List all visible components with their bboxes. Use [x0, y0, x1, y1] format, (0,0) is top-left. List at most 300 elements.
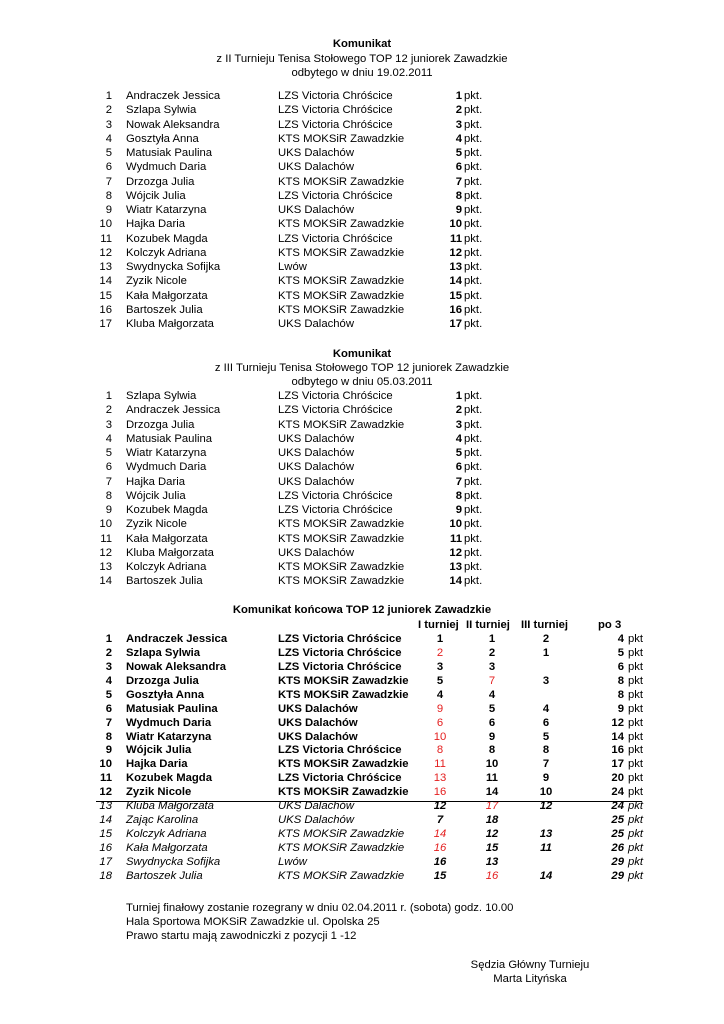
points: 6: [455, 161, 462, 174]
club-name: UKS Dalachów: [278, 730, 358, 743]
note-2: Hala Sportowa MOKSiR Zawadzkie ul. Opolska 25: [126, 916, 380, 928]
club-name: UKS Dalachów: [278, 161, 354, 174]
total-points: 29: [611, 855, 624, 868]
points: 3: [455, 118, 462, 131]
tournament-2-place: 17: [485, 800, 499, 813]
player-name: Szlapa Sylwia: [126, 104, 197, 117]
table-row: [0, 574, 724, 588]
club-name: KTS MOKSiR Zawadzkie: [278, 758, 409, 771]
total-points: 4: [617, 633, 624, 645]
club-name: LZS Victoria Chróścice: [278, 772, 402, 785]
rank: 11: [100, 232, 112, 245]
club-name: KTS MOKSiR Zawadzkie: [278, 869, 405, 882]
tournament-1-place: 8: [436, 744, 444, 757]
points: 1: [455, 390, 462, 402]
club-name: KTS MOKSiR Zawadzkie: [278, 303, 405, 316]
rank: 5: [105, 447, 112, 459]
tournament-2-place: 6: [488, 716, 496, 729]
club-name: UKS Dalachów: [278, 475, 354, 488]
points-unit: pkt.: [464, 289, 483, 302]
points-unit: pkt.: [464, 432, 483, 445]
tournament-1-place: 16: [433, 841, 447, 854]
club-name: LZS Victoria Chróścice: [278, 104, 393, 117]
points: 4: [455, 132, 462, 145]
club-name: LZS Victoria Chróścice: [278, 189, 393, 202]
points-unit: pkt.: [464, 447, 483, 459]
section2-date: odbytego w dniu 05.03.2011: [291, 376, 433, 388]
rank: 10: [99, 518, 112, 531]
club-name: KTS MOKSiR Zawadzkie: [278, 175, 405, 188]
rank: 9: [105, 504, 112, 516]
club-name: UKS Dalachów: [278, 447, 354, 459]
player-name: Drzozga Julia: [126, 674, 199, 687]
final-header-row: [0, 618, 724, 632]
player-name: Kluba Małgorzata: [126, 318, 214, 330]
player-name: Andraczek Jessica: [126, 90, 221, 102]
club-name: UKS Dalachów: [278, 814, 354, 827]
tournament-3-place: 2: [542, 633, 550, 645]
table-row: [0, 475, 724, 489]
points-unit: pkt.: [464, 575, 483, 588]
signature-role: Sędzia Główny Turnieju: [470, 959, 590, 971]
rank: 1: [105, 390, 112, 402]
club-name: UKS Dalachów: [278, 204, 354, 216]
club-name: KTS MOKSiR Zawadzkie: [278, 132, 405, 145]
club-name: UKS Dalachów: [278, 546, 354, 559]
player-name: Swydnycka Sofijka: [126, 261, 221, 273]
points: 1: [455, 90, 462, 102]
points-unit: pkt: [628, 660, 644, 673]
player-name: Nowak Aleksandra: [126, 118, 220, 131]
table-row: [0, 146, 724, 160]
points: 8: [455, 189, 462, 202]
player-name: Wiatr Katarzyna: [126, 447, 207, 459]
table-row: [0, 855, 724, 869]
table-row: [0, 785, 724, 799]
table-row: [0, 160, 724, 174]
table-row: [0, 389, 724, 403]
table-row: [0, 674, 724, 688]
club-name: Lwów: [278, 855, 307, 868]
rank: 2: [105, 104, 112, 117]
club-name: LZS Victoria Chróścice: [278, 744, 402, 757]
tournament-3-place: 4: [542, 702, 550, 715]
rank: 6: [105, 702, 112, 715]
points: 17: [449, 318, 462, 330]
table-row: [0, 175, 724, 189]
player-name: Kała Małgorzata: [126, 532, 208, 545]
club-name: KTS MOKSiR Zawadzkie: [278, 275, 405, 288]
tournament-3-place: 6: [542, 716, 550, 729]
tournament-3-place: 7: [542, 758, 550, 771]
table-row: [0, 203, 724, 217]
points-unit: pkt.: [464, 318, 483, 330]
points-unit: pkt.: [464, 189, 483, 202]
points-unit: pkt.: [464, 147, 483, 159]
club-name: KTS MOKSiR Zawadzkie: [278, 532, 405, 545]
player-name: Kolczyk Adriana: [126, 561, 207, 573]
club-name: LZS Victoria Chróścice: [278, 390, 393, 402]
total-points: 12: [611, 716, 624, 729]
points-unit: pkt: [628, 702, 644, 715]
points-unit: pkt.: [464, 561, 483, 573]
player-name: Hajka Daria: [126, 218, 186, 231]
rank: 5: [105, 688, 112, 701]
table-row: [0, 716, 724, 730]
total-points: 14: [611, 730, 624, 743]
points-unit: pkt.: [464, 489, 483, 502]
rank: 13: [99, 261, 112, 273]
table-row: [0, 217, 724, 231]
points-unit: pkt: [628, 828, 644, 841]
rank: 15: [99, 289, 112, 302]
points: 13: [449, 561, 462, 573]
rank: 8: [105, 730, 112, 743]
table-row: [0, 503, 724, 517]
club-name: Lwów: [278, 261, 307, 273]
table-row: [0, 771, 724, 785]
club-name: UKS Dalachów: [278, 461, 354, 474]
points-unit: pkt.: [464, 132, 483, 145]
rank: 11: [100, 772, 112, 785]
note-3: Prawo startu mają zawodniczki z pozycji 1 -12: [126, 930, 357, 942]
tournament-3-place: 10: [539, 786, 553, 799]
tournament-2-place: 9: [488, 730, 496, 743]
total-points: 29: [611, 869, 624, 882]
table-row: [0, 757, 724, 771]
points: 12: [449, 246, 462, 259]
points: 9: [455, 504, 462, 516]
tournament-1-place: 4: [436, 688, 444, 701]
table-row: [0, 660, 724, 674]
tournament-3-place: 13: [539, 828, 553, 841]
club-name: UKS Dalachów: [278, 432, 354, 445]
table-row: [0, 688, 724, 702]
points-unit: pkt.: [464, 504, 483, 516]
rank: 2: [105, 404, 112, 417]
player-name: Drzozga Julia: [126, 175, 195, 188]
player-name: Matusiak Paulina: [126, 702, 218, 715]
section2-title: Komunikat: [332, 348, 392, 360]
points-unit: pkt: [628, 786, 644, 799]
club-name: KTS MOKSiR Zawadzkie: [278, 841, 405, 854]
club-name: KTS MOKSiR Zawadzkie: [278, 418, 405, 431]
points-unit: pkt: [628, 800, 644, 813]
rank: 14: [99, 575, 112, 588]
points-unit: pkt: [628, 758, 644, 771]
club-name: LZS Victoria Chróścice: [278, 489, 393, 502]
rank: 18: [99, 869, 112, 882]
table-row: [0, 274, 724, 288]
points-unit: pkt.: [464, 104, 483, 117]
rank: 10: [99, 218, 112, 231]
points: 16: [449, 303, 462, 316]
points-unit: pkt: [628, 772, 644, 785]
tournament-2-place: 14: [485, 786, 499, 799]
club-name: UKS Dalachów: [278, 800, 354, 813]
rank: 11: [100, 532, 112, 545]
total-points: 16: [611, 744, 624, 757]
total-points: 6: [617, 660, 624, 673]
points: 5: [455, 147, 462, 159]
rank: 3: [105, 418, 112, 431]
rank: 16: [99, 841, 112, 854]
tournament-2-place: 2: [488, 646, 496, 659]
points-unit: pkt.: [464, 161, 483, 174]
club-name: KTS MOKSiR Zawadzkie: [278, 674, 409, 687]
tournament-1-place: 3: [436, 660, 444, 673]
points-unit: pkt.: [464, 303, 483, 316]
rank: 8: [105, 189, 112, 202]
table-row: [0, 418, 724, 432]
rank: 9: [105, 744, 112, 757]
rank: 6: [105, 461, 112, 474]
points-unit: pkt: [628, 869, 644, 882]
points-unit: pkt: [628, 841, 644, 854]
tournament-3-place: 12: [539, 800, 553, 813]
table-row: [0, 841, 724, 855]
tournament-2-place: 7: [488, 674, 496, 687]
points: 15: [449, 289, 462, 302]
rank: 16: [99, 303, 112, 316]
tournament-1-place: 13: [433, 772, 447, 785]
section1-subtitle: z II Turnieju Tenisa Stołowego TOP 12 juniorek Zawadzkie: [216, 53, 508, 65]
header-t3: III turniej: [521, 619, 569, 631]
player-name: Wójcik Julia: [126, 189, 186, 202]
table-row: [0, 446, 724, 460]
table-row: [0, 246, 724, 260]
club-name: LZS Victoria Chróścice: [278, 404, 393, 417]
points: 9: [455, 204, 462, 216]
tournament-1-place: 15: [433, 869, 447, 882]
player-name: Kluba Małgorzata: [126, 546, 214, 559]
club-name: KTS MOKSiR Zawadzkie: [278, 289, 405, 302]
club-name: UKS Dalachów: [278, 147, 354, 159]
signature-name: Marta Lityńska: [493, 973, 567, 985]
tournament-3-place: 8: [542, 744, 550, 757]
club-name: UKS Dalachów: [278, 716, 358, 729]
rank: 14: [99, 814, 112, 827]
player-name: Szlapa Sylwia: [126, 646, 201, 659]
tournament-1-place: 6: [436, 716, 444, 729]
total-points: 26: [611, 841, 624, 854]
player-name: Zając Karolina: [126, 814, 199, 827]
table-row: [0, 489, 724, 503]
rank: 17: [99, 318, 112, 330]
rank: 3: [105, 118, 112, 131]
tournament-2-place: 10: [485, 758, 499, 771]
player-name: Bartoszek Julia: [126, 869, 203, 882]
points: 10: [449, 518, 462, 531]
rank: 14: [99, 275, 112, 288]
club-name: KTS MOKSiR Zawadzkie: [278, 218, 405, 231]
points: 11: [450, 532, 462, 545]
note-1: Turniej finałowy zostanie rozegrany w dniu 02.04.2011 r. (sobota) godz. 10.00: [126, 902, 514, 914]
player-name: Gosztyła Anna: [126, 688, 205, 701]
points: 13: [449, 261, 462, 273]
tournament-2-place: 3: [488, 660, 496, 673]
player-name: Wójcik Julia: [126, 489, 186, 502]
tournament-1-place: 5: [436, 674, 444, 687]
tournament-1-place: 11: [434, 758, 446, 771]
tournament-1-place: 9: [436, 702, 444, 715]
rank: 7: [105, 475, 112, 488]
player-name: Bartoszek Julia: [126, 303, 203, 316]
points-unit: pkt.: [464, 204, 483, 216]
header-p3: po 3: [598, 619, 622, 631]
points-unit: pkt: [628, 730, 644, 743]
table-row: [0, 869, 724, 883]
points: 12: [449, 546, 462, 559]
player-name: Swydnycka Sofijka: [126, 855, 221, 868]
tournament-2-place: 5: [488, 702, 496, 715]
tournament-3-place: 11: [540, 841, 552, 854]
table-row: [0, 460, 724, 474]
club-name: LZS Victoria Chróścice: [278, 633, 402, 645]
points-unit: pkt: [628, 646, 644, 659]
rank: 6: [105, 161, 112, 174]
points-unit: pkt.: [464, 232, 483, 245]
table-row: [0, 827, 724, 841]
rank: 13: [99, 561, 112, 573]
club-name: KTS MOKSiR Zawadzkie: [278, 828, 405, 841]
club-name: KTS MOKSiR Zawadzkie: [278, 688, 409, 701]
table-row: [0, 132, 724, 146]
points: 2: [455, 104, 462, 117]
player-name: Kała Małgorzata: [126, 841, 208, 854]
tournament-1-place: 16: [433, 786, 447, 799]
rank: 5: [105, 147, 112, 159]
player-name: Kała Małgorzata: [126, 289, 208, 302]
rank: 4: [105, 432, 112, 445]
points-unit: pkt: [628, 744, 644, 757]
player-name: Hajka Daria: [126, 475, 186, 488]
player-name: Szlapa Sylwia: [126, 390, 197, 402]
club-name: KTS MOKSiR Zawadzkie: [278, 246, 405, 259]
club-name: LZS Victoria Chróścice: [278, 118, 393, 131]
player-name: Kozubek Magda: [126, 504, 208, 516]
table-row: [0, 303, 724, 317]
tournament-3-place: 3: [542, 674, 550, 687]
player-name: Matusiak Paulina: [126, 147, 213, 159]
club-name: UKS Dalachów: [278, 702, 358, 715]
tournament-3-place: 5: [542, 730, 550, 743]
rank: 8: [105, 489, 112, 502]
player-name: Andraczek Jessica: [126, 633, 228, 645]
tournament-1-place: 16: [433, 855, 447, 868]
total-points: 24: [611, 786, 624, 799]
club-name: UKS Dalachów: [278, 318, 354, 330]
table-row: [0, 546, 724, 560]
table-row: [0, 103, 724, 117]
table-row: [0, 232, 724, 246]
points: 4: [455, 432, 462, 445]
table-row: [0, 560, 724, 574]
total-points: 5: [617, 646, 624, 659]
table-row: [0, 632, 724, 646]
points-unit: pkt: [628, 814, 644, 827]
tournament-3-place: 1: [542, 646, 550, 659]
rank: 17: [99, 855, 112, 868]
points: 7: [455, 175, 462, 188]
total-points: 25: [611, 828, 624, 841]
total-points: 24: [611, 800, 624, 813]
rank: 13: [99, 800, 112, 813]
player-name: Kolczyk Adriana: [126, 246, 207, 259]
tournament-2-place: 1: [488, 633, 496, 645]
table-row: [0, 743, 724, 757]
table-row: [0, 89, 724, 103]
table-row: [0, 646, 724, 660]
total-points: 9: [617, 702, 624, 715]
club-name: KTS MOKSiR Zawadzkie: [278, 575, 405, 588]
rank: 15: [99, 828, 112, 841]
table-row: [0, 517, 724, 531]
club-name: KTS MOKSiR Zawadzkie: [278, 786, 409, 799]
player-name: Andraczek Jessica: [126, 404, 221, 417]
club-name: LZS Victoria Chróścice: [278, 90, 393, 102]
player-name: Wiatr Katarzyna: [126, 730, 212, 743]
player-name: Hajka Daria: [126, 758, 188, 771]
player-name: Wydmuch Daria: [126, 716, 212, 729]
points-unit: pkt.: [464, 404, 483, 417]
points-unit: pkt.: [464, 246, 483, 259]
points-unit: pkt.: [464, 218, 483, 231]
rank: 1: [105, 633, 112, 645]
player-name: Drzozga Julia: [126, 418, 195, 431]
points-unit: pkt.: [464, 532, 483, 545]
tournament-1-place: 14: [433, 828, 447, 841]
section2-subtitle: z III Turnieju Tenisa Stołowego TOP 12 juniorek Zawadzkie: [214, 362, 510, 374]
player-name: Wiatr Katarzyna: [126, 204, 207, 216]
points: 10: [449, 218, 462, 231]
points: 14: [449, 575, 462, 588]
rank: 7: [105, 716, 112, 729]
table-row: [0, 403, 724, 417]
table-row: [0, 730, 724, 744]
tournament-3-place: 9: [542, 772, 550, 785]
total-points: 17: [611, 758, 624, 771]
header-t1: I turniej: [418, 619, 459, 631]
points-unit: pkt: [628, 633, 644, 645]
table-row: [0, 189, 724, 203]
player-name: Nowak Aleksandra: [126, 660, 227, 673]
points: 8: [455, 489, 462, 502]
rank: 2: [105, 646, 112, 659]
rank: 1: [105, 90, 112, 102]
tournament-2-place: 18: [485, 814, 499, 827]
points-unit: pkt.: [464, 390, 483, 402]
table-row: [0, 317, 724, 331]
player-name: Kolczyk Adriana: [126, 828, 207, 841]
table-row: [0, 260, 724, 274]
points: 6: [455, 461, 462, 474]
rank: 12: [99, 786, 112, 799]
final-title: Komunikat końcowa TOP 12 juniorek Zawadzkie: [232, 604, 492, 616]
points-unit: pkt.: [464, 418, 483, 431]
rank: 7: [105, 175, 112, 188]
table-row: [0, 532, 724, 546]
tournament-1-place: 2: [436, 646, 444, 659]
rank: 12: [99, 546, 112, 559]
rank: 10: [99, 758, 112, 771]
table-row: [0, 702, 724, 716]
club-name: KTS MOKSiR Zawadzkie: [278, 518, 405, 531]
points: 3: [455, 418, 462, 431]
tournament-3-place: 14: [539, 869, 553, 882]
table-row: [0, 118, 724, 132]
points: 11: [450, 232, 462, 245]
